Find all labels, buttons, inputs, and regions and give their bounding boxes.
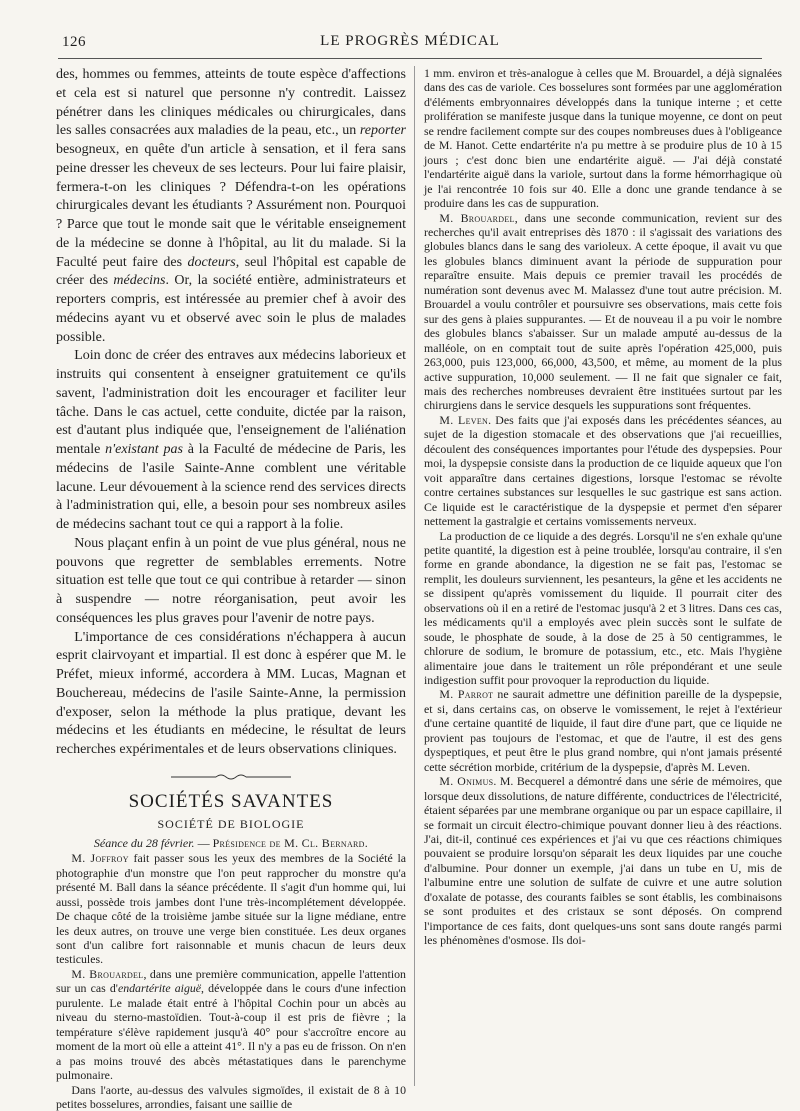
running-title: LE PROGRÈS MÉDICAL [58, 33, 762, 50]
page-header [58, 32, 762, 59]
paragraph: des, hommes ou femmes, atteints de toute espèce d'affections et cela est si naturel que personne n'y contredit. Laissez pénétrer dans les cliniques médicales ou chirurgicales, dans les salles consacrées aux maladies de la peau, etc., un reporter besogneux, en quête d'un article à sensation, et il fera sans peine dresser les cheveux de ses lecteurs. Pour lui faire plaisir, fermera-t-on les cliniques ? Défendra-t-on les opérations chirurgicales devant les étudiants ? Assurément non. Pourquoi ? Parce que tout le monde sait que le véritable enseignement de la médecine se donne à l'hôpital, au lit du malade. Si la Faculté peut faire des docteurs, seul l'hôpital est capable de créer des médecins. Or, la société entière, administrateurs et reporters compris, est intéressée au premier chef à avoir des médecins ayant vu et observé avec soin le plus de malades possible. [56, 66, 406, 347]
section-title: SOCIÉTÉS SAVANTES [56, 791, 406, 813]
paragraph: M. Parrot ne saurait admettre une définition pareille de la dyspepsie, et si, dans certains cas, on observe le vomissement, le rejet à l'extérieur d'une certaine quantité de liquide, il faut dire d'une part, que ce liquide ne provient pas toujours de l'estomac, et que de l'autre, il est des gens dyspeptiques, et peut être le plus grand nombre, qui n'ont jamais présenté cette sécrétion morbide, critérium de la dyspepsie, d'après M. Leven. [424, 687, 782, 774]
paragraph: Dans l'aorte, au-dessus des valvules sigmoïdes, il existait de 8 à 10 petites bosselures, arrondies, faisant une saillie de [56, 1083, 406, 1111]
society-title: SOCIÉTÉ DE BIOLOGIE [56, 817, 406, 832]
ornament-divider [56, 770, 406, 785]
paragraph: M. Joffroy fait passer sous les yeux des membres de la Société la photographie d'un monstre que l'on peut rapprocher du monstre qu'a présenté M. Ball dans la séance précédente. Il s'agit d'un homme qui, lui aussi, possède trois jambes dont l'une très-incomplétement développée. De chaque côté de la troisième jambe située sur la ligne médiane, entre les deux autres, on trouve une verge bien constituée. Les deux organes sont d'un calibre fort raisonnable et munis chacun de leurs deux testicules. [56, 851, 406, 967]
paragraph: M. Onimus. M. Becquerel a démontré dans une série de mémoires, que lorsque deux dissolutions, de nature différente, conductrices de l'électricité, étaient séparées par une membrane organique ou par un espace capillaire, il se formait un circuit électro-chimique pouvant donner lieu à des réactions. J'ai, dit-il, continué ces expériences et j'ai vu que ces réactions chimiques pouvaient se produire lorsqu'on séparait les deux liquides par une couche d'albumine. Pour donner un exemple, j'ai dans un tube en U, mis de l'albumine entre une solution de sulfate de cuivre et une autre solution d'oxalate de potasse, des courants faibles se sont établis, les combinaisons se sont produites et des cristaux se sont déposés. On comprend l'importance de ces faits, dont quelques-uns sont sans doute rangés parmi les phénomènes d'osmose. Ils doi- [424, 774, 782, 947]
page-number: 126 [62, 34, 86, 51]
proceedings-text [56, 836, 406, 1111]
right-column [424, 66, 782, 1086]
paragraph: M. Leven. Des faits que j'ai exposés dans les précédentes séances, au sujet de la digestion stomacale et des observations que j'ai recueillies, découlent des conséquences importantes pour l'étude des dyspepsies. Pour moi, la dyspepsie consiste dans la production de ce liquide aqueux que l'on voit apparaître dans certaines digestions, lorsque l'estomac se révolte contre certaines substances sur lesquelles le suc gastrique est sans action. Ce liquide est le caractéristique de la dyspepsie et permet d'en séparer nettement la gastralgie et certains vomissements nerveux. [424, 413, 782, 529]
paragraph: La production de ce liquide a des degrés. Lorsqu'il ne s'en exhale qu'une petite quantité, la digestion est à peine troublée, lorsqu'au contraire, il s'en forme en grande abondance, la digestion ne se fait pas, l'estomac se remplit, les douleurs surviennent, les pesanteurs, la gêne et les accidents ne se dissipent qu'après vomissement du liquide. Il pourrait citer des observations où il en a retiré de l'estomac jusqu'à 2 et 3 litres. Dans ces cas, les médicaments qu'il a employés avec plein succès sont le sulfate de soude, le phosphate de soude, à la dose de 25 à 50 centigrammes, le chlorure de sodium, le bromure de potassium, etc., etc. Mais l'hygiène alimentaire joue dans le traitement un rôle prépondérant et une seule indigestion suffit pour provoquer la reproduction du liquide. [424, 529, 782, 688]
paragraph: L'importance de ces considérations n'échappera à aucun esprit clairvoyant et impartial. Il est donc à espérer que M. le Préfet, mieux informé, accordera à MM. Lucas, Magnan et Bouchereau, médecins de l'asile Sainte-Anne, la permission d'exposer, selon la méthode la plus pratique, devant les médecins et les étudiants en médecine, le résultat de leurs recherches expérimentales et de leurs observations cliniques. [56, 629, 406, 760]
paragraph: Loin donc de créer des entraves aux médecins laborieux et instruits qui consentent à enseigner gratuitement ce qu'ils savent, l'administration doit les encourager et faciliter leur tâche. Dans le cas actuel, cette conduite, dictée par la raison, est d'autant plus indiquée que, l'enseignement de l'aliénation mentale n'existant pas à la Faculté de médecine de Paris, les médecins de l'asile Sainte-Anne comblent une véritable lacune. Leur dévouement à la science rend des services directs à l'administration qui, elle, a besoin pour ses nombreux asiles de médecins sachant tout ce qui a rapport à la folie. [56, 347, 406, 535]
session-line: Séance du 28 février. — Présidence de M. Cl. Bernard. [56, 836, 406, 851]
paragraph: Nous plaçant enfin à un point de vue plus général, nous ne pouvons que regretter de semblables errements. Notre situation est telle que tout ce qui contribue à retarder — sinon à suspendre — notre réorganisation, peut avoir les conséquences les plus graves pour l'avenir de notre pays. [56, 535, 406, 629]
editorial-text [56, 66, 406, 760]
paragraph: 1 mm. environ et très-analogue à celles que M. Brouardel, a déjà signalées dans des cas de variole. Ces bosselures sont formées par une agglomération d'éléments embryonnaires développés dans la tunique interne ; et cette prolifération se manifeste jusque dans la tunique moyenne, ce dont on peut se rendre facilement compte sur des coupes nombreuses dues à l'obligeance de M. Hanot. Cette endartérite n'a pu mettre à se produire plus de 10 à 15 jours ; c'est donc bien une endartérite aiguë. — J'ai déjà constaté l'endartérite aiguë dans la variole, surtout dans la forme hémorrhagique où je l'ai rencontrée 10 fois sur 40. Elle a donc une grande tendance à se produire dans les cas de suppuration. [424, 66, 782, 211]
paragraph: M. Brouardel, dans une première communication, appelle l'attention sur un cas d'endartérite aiguë, développée dans le cours d'une infection purulente. Le malade était entré à l'hôpital Cochin pour un abcès au niveau du sterno-mastoïdien. Tout-à-coup il est pris de fièvre ; la température s'élève rapidement jusqu'à 40° pour s'accroître encore au moment de la mort où elle a atteint 41°. Il n'y a pas eu de frisson. On n'en a pas moins trouvé des abcès métastatiques dans le parenchyme pulmonaire. [56, 967, 406, 1083]
flourish-icon [171, 773, 291, 781]
paragraph: M. Brouardel, dans une seconde communication, revient sur des recherches qu'il avait entreprises dès 1870 : il s'agissait des variations des globules blancs dans le sang des varioleux. A cette époque, il avait vu que les globules blancs diminuent avant la période de suppuration pour reparaître ensuite. Mais depuis ce premier travail les procédés de numération sont devenus avec M. Malassez d'une tout autre précision. M. Brouardel a voulu contrôler et poursuivre ses observations, mais cette fois sur des gens à plaies suppurantes. — Et de nouveau il a pu voir le nombre des globules blancs s'abaisser. Sur un malade amputé au-dessus de la malléole, on en comptait tout de suite après l'opération 425,000, puis 263,000, puis 123,000, 66,000, 43,500, et même, au moment de la plus active suppuration, 10,000 seulement. — Il ne fait que signaler ce fait, mais des recherches nombreuses devraient être instituées surtout par les chirurgiens dans le service desquels les suppurations sont fréquentes. [424, 211, 782, 413]
column-divider [414, 66, 415, 1086]
left-column [56, 66, 406, 1086]
